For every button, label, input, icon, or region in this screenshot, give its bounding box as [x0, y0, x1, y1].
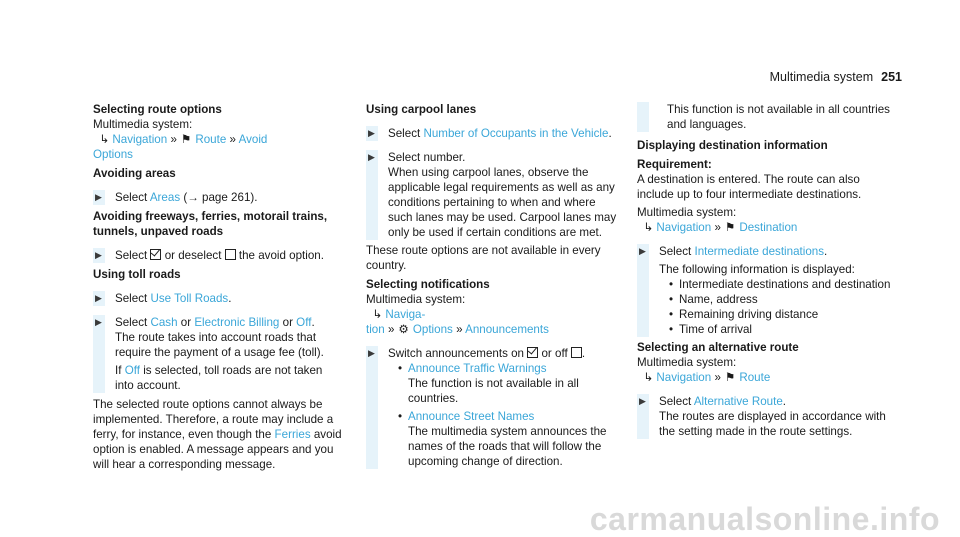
link-traffic-warnings[interactable]: Announce Traffic Warnings: [408, 362, 547, 375]
path-arrow-icon: ↳: [99, 133, 110, 146]
step-arrow-icon: ▶: [639, 246, 646, 256]
page-header: [770, 70, 902, 85]
step-arrow-icon: ▶: [95, 317, 102, 327]
path-arrow-icon: ↳: [643, 221, 654, 234]
nav-route[interactable]: Route: [739, 371, 771, 384]
link-street-names[interactable]: Announce Street Names: [408, 410, 535, 423]
bullet-icon: •: [669, 293, 674, 306]
bullet-icon: •: [398, 362, 403, 375]
step-select-number: ▶ Select number. When using carpool lanes, observe the applicable legal requirements as well as any conditions pertaining to when and where such lanes may be used. Carpool lanes may only be used if certain conditions are met.: [368, 151, 617, 239]
heading-avoiding-freeways: Avoiding freeways, ferries, motorail trains, tunnels, unpaved roads: [93, 210, 328, 238]
chevron-icon: »: [170, 133, 177, 146]
menu-path-label: Multimedia system:: [93, 118, 193, 131]
step-alternative-route: ▶ Select Alternative Route. The routes are displayed in accordance with the setting made in the route settings.: [639, 395, 886, 438]
heading-alternative-route: Selecting an alternative route: [637, 341, 799, 354]
section-title: Multimedia system: [769, 70, 874, 84]
route-icon: ⚑: [180, 133, 192, 146]
step-arrow-icon: ▶: [368, 348, 375, 358]
watermark: carmanualsonline.info: [589, 501, 940, 537]
step-arrow-icon: ▶: [95, 293, 102, 303]
nav-avoid[interactable]: Avoid: [238, 133, 268, 146]
checkbox-checked-icon: [150, 249, 161, 260]
menu-path: [93, 132, 343, 147]
gear-icon: ⚙: [398, 323, 409, 336]
nav-destination[interactable]: Destination: [739, 221, 798, 234]
link-electronic-billing[interactable]: Electronic Billing: [194, 316, 280, 329]
chevron-icon: »: [229, 133, 236, 146]
chevron-icon: »: [387, 323, 395, 336]
nav-navigation-cont[interactable]: tion: [366, 323, 385, 336]
text-function-note: The function is not available in all countries.: [408, 377, 579, 405]
link-areas[interactable]: Areas: [149, 191, 181, 204]
checkbox-checked-icon: [527, 347, 538, 358]
bullet-icon: •: [398, 410, 403, 423]
nav-route[interactable]: Route: [195, 133, 227, 146]
link-use-toll-roads[interactable]: Use Toll Roads: [150, 292, 229, 305]
link-off-2[interactable]: Off: [124, 364, 140, 377]
paragraph-note: The selected route options cannot always be implemented. Therefore, a route may include a ferry, for instance, even though the Ferries avoid option is enabled. A message appears and you will hear a corresponding message.: [93, 398, 342, 471]
nav-options[interactable]: Options: [412, 323, 453, 336]
heading-notifications: Selecting notifications: [366, 278, 490, 291]
menu-path: [637, 370, 899, 385]
chevron-icon: »: [456, 323, 463, 336]
heading-route-options: Selecting route options: [93, 103, 222, 116]
heading-avoiding-areas: Avoiding areas: [93, 167, 176, 180]
menu-path-label: Multimedia system:: [366, 293, 466, 306]
heading-requirement: Requirement:: [637, 158, 712, 171]
heading-toll-roads: Using toll roads: [93, 268, 181, 281]
step-arrow-icon: ▶: [95, 192, 102, 202]
paragraph-requirement: A destination is entered. The route can also include up to four intermediate destinations.: [637, 173, 862, 201]
checkbox-empty-icon: [571, 347, 582, 358]
menu-path-label: Multimedia system:: [637, 206, 737, 219]
text-street-names-desc: The multimedia system announces the names of the roads that will follow the upcoming change of direction.: [408, 425, 607, 468]
step-arrow-icon: ▶: [639, 396, 646, 406]
step-intermediate: ▶ Select Intermediate destinations. The following information is displayed: • Intermediate destinations and destination • Name, address • Remaining driving distance • Time of arrival: [639, 245, 891, 336]
nav-navigation[interactable]: Navigation: [656, 371, 712, 384]
bullet-icon: •: [669, 308, 674, 321]
route-icon: ⚑: [724, 371, 736, 384]
page-number: 251: [881, 70, 902, 84]
step-areas: ▶ Select Areas (→ page 261).: [95, 191, 258, 204]
step-arrow-icon: ▶: [368, 128, 375, 138]
heading-destination-info: Displaying destination information: [637, 139, 828, 152]
column-1: [93, 102, 343, 472]
chevron-icon: »: [714, 221, 721, 234]
checkbox-empty-icon: [225, 249, 236, 260]
link-alternative-route[interactable]: Alternative Route: [693, 395, 783, 408]
menu-path: [366, 307, 621, 337]
column-3: [637, 102, 899, 439]
bullet-icon: •: [669, 323, 674, 336]
path-arrow-icon: ↳: [372, 308, 383, 321]
link-off[interactable]: Off: [296, 316, 312, 329]
step-toll-roads: ▶ Select Use Toll Roads.: [95, 292, 232, 305]
menu-path: [637, 220, 899, 235]
list-item: Name, address: [679, 293, 758, 306]
step-arrow-icon: ▶: [368, 152, 375, 162]
link-ferries[interactable]: Ferries: [274, 428, 311, 441]
step-arrow-icon: ▶: [95, 250, 102, 260]
link-cash[interactable]: Cash: [150, 316, 178, 329]
step-announcements: ▶ Switch announcements on or off . • Announce Traffic Warnings The function is not available in all countries. • Announce Street Names The multimedia system announces the names of the roads that will follow the upcoming change of direction.: [366, 346, 621, 469]
nav-options[interactable]: Options: [93, 148, 133, 161]
note-continued: This function is not available in all countries and languages.: [637, 102, 899, 132]
bullet-icon: •: [669, 278, 674, 291]
path-arrow-icon: ↳: [643, 371, 654, 384]
step-payment: ▶ Select Cash or Electronic Billing or Off. The route takes into account roads that require the payment of a usage fee (toll). If Off is selected, toll roads are not taken into account.: [95, 316, 324, 392]
nav-navigation[interactable]: Navigation: [656, 221, 712, 234]
column-2: [366, 102, 621, 469]
step-avoid-option: ▶ Select or deselect the avoid option.: [95, 249, 324, 262]
list-item: Remaining driving distance: [679, 308, 819, 321]
flag-icon: ⚑: [724, 221, 736, 234]
nav-navigation[interactable]: Naviga-: [385, 308, 426, 321]
link-number-of-occupants[interactable]: Number of Occupants in the Vehicle: [423, 127, 609, 140]
nav-announcements[interactable]: Announcements: [465, 323, 549, 336]
link-intermediate-destinations[interactable]: Intermediate destinations: [694, 245, 825, 258]
step-occupants: ▶ Select Number of Occupants in the Vehicle.: [368, 127, 612, 140]
menu-path-label: Multimedia system:: [637, 356, 737, 369]
heading-carpool-lanes: Using carpool lanes: [366, 103, 477, 116]
list-item: Time of arrival: [679, 323, 753, 336]
nav-navigation[interactable]: Navigation: [112, 133, 168, 146]
chevron-icon: »: [714, 371, 721, 384]
paragraph-availability: These route options are not available in every country.: [366, 244, 601, 272]
list-item: Intermediate destinations and destination: [679, 278, 891, 291]
